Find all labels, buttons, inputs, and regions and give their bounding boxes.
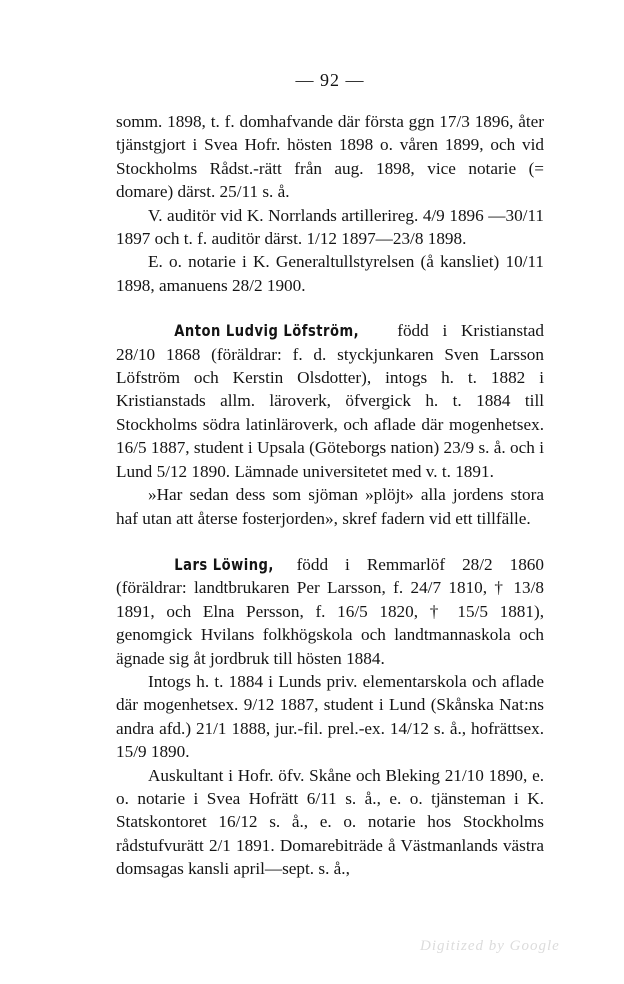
body-text <box>116 110 544 881</box>
entry-lowing-career: Auskultant i Hofr. öfv. Skåne och Bleking 21/10 1890, e. o. notarie i Svea Hofrätt 6/11 s. å., e. o. tjänsteman i K. Statskontoret 16/12 s. å., e. o. notarie hos Stockholms rådstufvurätt 2/1 1891. Domarebiträde å Västmanlands västra domsagas kansli april—sept. s. å., <box>116 765 544 879</box>
paragraph-auditor: V. auditör vid K. Norrlands artillerireg. 4/9 1896 —30/11 1897 och t. f. auditör därst. 1/12 1897—23/8 1898. <box>116 205 544 249</box>
entry-name-lowing: Lars Löwing, <box>174 554 274 574</box>
page-number: — 92 — <box>295 70 365 90</box>
paragraph-continuation: somm. 1898, t. f. domhafvande där första ggn 17/3 1896, åter tjänstgjort i Svea Hofr. hösten 1898 o. våren 1899, och vid Stockholms Rådst.-rätt från aug. 1898, vice notarie (= domare) därst. 25/11 s. å. <box>116 112 544 202</box>
entry-text-lofstrom: född i Kristianstad 28/10 1868 (föräldrar: f. d. styckjunkaren Sven Larsson Löfström och Kerstin Olsdotter), intogs h. t. 1882 i Kristianstads allm. läroverk, öfvergick h. t. 1884 till Stockholms södra latinläroverk, och aflade där mogenhetsex. 16/5 1887, student i Upsala (Göteborgs nation) 23/9 s. å. och i Lund 5/12 1890. Lämnade universitetet med v. t. 1891. <box>116 321 545 481</box>
entry-quote-lofstrom: »Har sedan dess som sjöman »plöjt» alla jordens stora haf utan att återse fosterjorden», skref fadern vid ett tillfälle. <box>116 485 544 528</box>
entry-lowing <box>116 553 544 670</box>
entry-lofstrom <box>116 319 544 483</box>
entry-text-lowing: född i Remmarlöf 28/2 1860 (föräldrar: landtbrukaren Per Larsson, f. 24/7 1810, † 13/8 1891, och Elna Persson, f. 16/5 1820, † 15/5 1881), genomgick Hvilans folkhögskola och landtmannaskola och ägnade sig åt jordbruk till hösten 1884. <box>116 554 544 668</box>
entry-name-lofstrom: Anton Ludvig Löfström, <box>174 321 360 341</box>
entry-lowing-education: Intogs h. t. 1884 i Lunds priv. elementarskola och aflade där mogenhetsex. 9/12 1887, student i Lund (Skånska Nat:ns andra afd.) 21/1 1888, jur.-fil. prel.-ex. 14/12 s. å., hofrättsex. 15/9 1890. <box>116 671 544 762</box>
paragraph-notarie: E. o. notarie i K. Generaltullstyrelsen (å kansliet) 10/11 1898, amanuens 28/2 1900. <box>116 252 544 295</box>
watermark: Digitized by Google <box>420 938 560 954</box>
